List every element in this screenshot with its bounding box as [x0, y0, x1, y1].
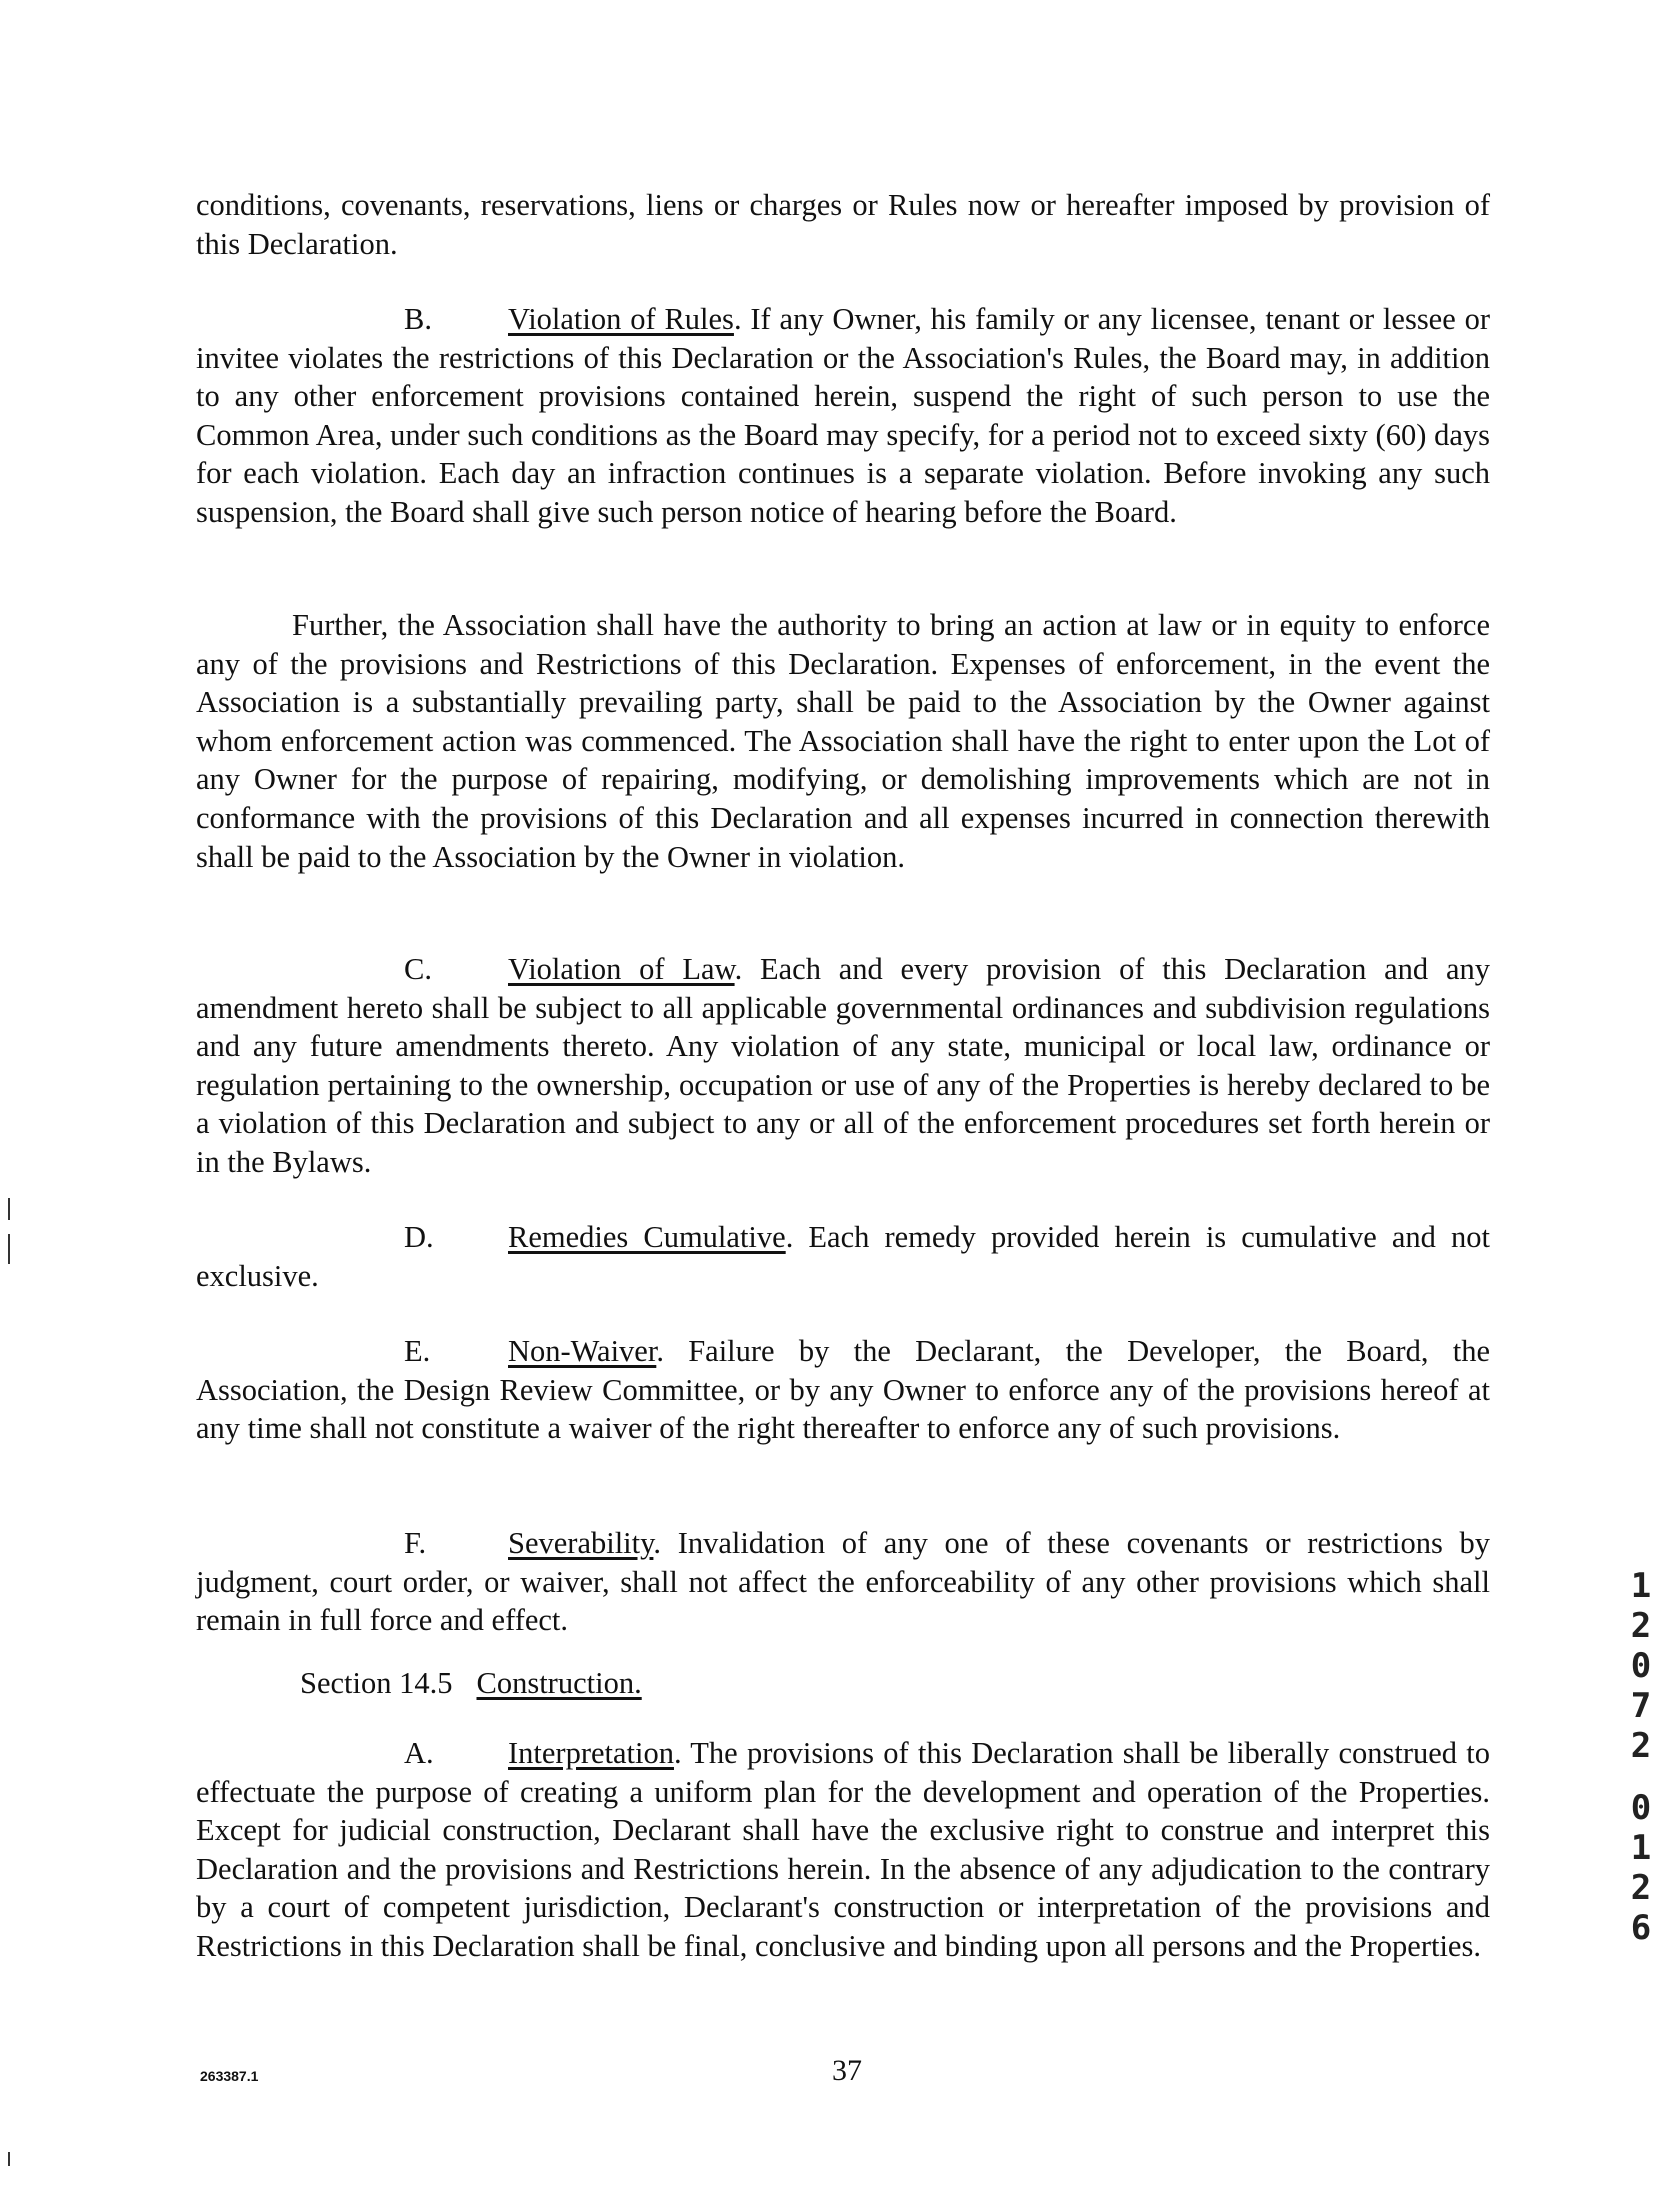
stamp-digit: 0 [1630, 1788, 1652, 1828]
paragraph-a [196, 1734, 1490, 1966]
stamp-digit: 2 [1630, 1726, 1652, 1766]
stamp-digit: 1 [1630, 1828, 1652, 1868]
section-heading [300, 1664, 642, 1702]
paragraph-b-title: Violation of Rules [508, 302, 734, 336]
paragraph-further: Further, the Association shall have the authority to bring an action at law or in equity to enforce any of the provisions and Restrictions of this Declaration. Expenses of enforcement, in the event the Association is a substantially prevailing party, shall be paid to the Association by the Owner against whom enforcement action was commenced. The Association shall have the right to enter upon the Lot of any Owner for the purpose of repairing, modifying, or demolishing improvements which are not in conformance with the provisions of this Declaration and all expenses incurred in connection therewith shall be paid to the Association by the Owner in violation. [196, 608, 1490, 874]
paragraph-b-text: . If any Owner, his family or any licensee, tenant or lessee or invitee violates the restrictions of this Declaration or the Association's Rules, the Board may, in addition to any other enforcement provisions contained herein, suspend the right of such person to use the Common Area, under such conditions as the Board may specify, for a period not to exceed sixty (60) days for each violation. Each day an infraction continues is a separate violation. Before invoking any such suspension, the Board shall give such person notice of hearing before the Board. [196, 302, 1490, 529]
stamp-gap [1626, 1766, 1656, 1788]
paragraph-f-text: . Invalidation of any one of these covenants or restrictions by judgment, court order, or waiver, shall not affect the enforceability of any other provisions which shall remain in full force and effect. [196, 1526, 1490, 1638]
paragraph-d-text: . Each remedy provided herein is cumulative and not exclusive. [196, 1220, 1490, 1293]
paragraph-c-title: Violation of Law [508, 952, 735, 986]
paragraph-e [196, 1332, 1490, 1448]
paragraph-b [196, 300, 1490, 532]
paragraph-d [196, 1218, 1490, 1295]
paragraph-a-title: Interpretation [508, 1736, 674, 1770]
paragraph-d-label: D. [404, 1220, 434, 1254]
document-id: 263387.1 [200, 2068, 259, 2084]
stamp-digit: 1 [1630, 1566, 1652, 1606]
section-title: Construction. [476, 1666, 642, 1700]
paragraph-e-title: Non-Waiver [508, 1334, 657, 1368]
paragraph-intro: conditions, covenants, reservations, liens or charges or Rules now or hereafter imposed by provision of this Declaration. [196, 188, 1490, 261]
paragraph-d-title: Remedies Cumulative [508, 1220, 786, 1254]
scan-mark [8, 1234, 10, 1264]
recording-stamp [1626, 1566, 1656, 1948]
paragraph-a-text: . The provisions of this Declaration shall be liberally construed to effectuate the purpose of creating a uniform plan for the development and operation of the Properties. Except for judicial construction, Declarant shall have the exclusive right to construe and interpret this Declaration and the provisions and Restrictions herein. In the absence of any adjudication to the contrary by a court of competent jurisdiction, Declarant's construction or interpretation of the provisions and Restrictions in this Declaration shall be final, conclusive and binding upon all persons and the Properties. [196, 1736, 1490, 1963]
stamp-digit: 0 [1630, 1646, 1652, 1686]
scan-mark [8, 1198, 10, 1220]
section-number: Section 14.5 [300, 1666, 453, 1700]
stamp-digit: 6 [1630, 1908, 1652, 1948]
paragraph-b-label: B. [404, 302, 432, 336]
stamp-digit: 7 [1630, 1686, 1652, 1726]
paragraph-a-label: A. [404, 1736, 434, 1770]
paragraph-f [196, 1524, 1490, 1640]
paragraph-f-label: F. [404, 1526, 427, 1560]
paragraph-c [196, 950, 1490, 1182]
paragraph-c-text: . Each and every provision of this Declaration and any amendment hereto shall be subject to all applicable governmental ordinances and subdivision regulations and any future amendments thereto. Any violation of any state, municipal or local law, ordinance or regulation pertaining to the ownership, occupation or use of any of the Properties is hereby declared to be a violation of this Declaration and subject to any or all of the enforcement procedures set forth herein or in the Bylaws. [196, 952, 1490, 1179]
scan-mark [8, 2152, 10, 2166]
page-number: 37 [832, 2054, 862, 2087]
paragraph-e-label: E. [404, 1334, 431, 1368]
stamp-digit: 2 [1630, 1606, 1652, 1646]
paragraph-c-label: C. [404, 952, 432, 986]
paragraph-e-text: . Failure by the Declarant, the Developer, the Board, the Association, the Design Review Committee, or by any Owner to enforce any of the provisions hereof at any time shall not constitute a waiver of the right thereafter to enforce any of such provisions. [196, 1334, 1490, 1446]
stamp-digit: 2 [1630, 1868, 1652, 1908]
paragraph-f-title: Severability [508, 1526, 654, 1560]
